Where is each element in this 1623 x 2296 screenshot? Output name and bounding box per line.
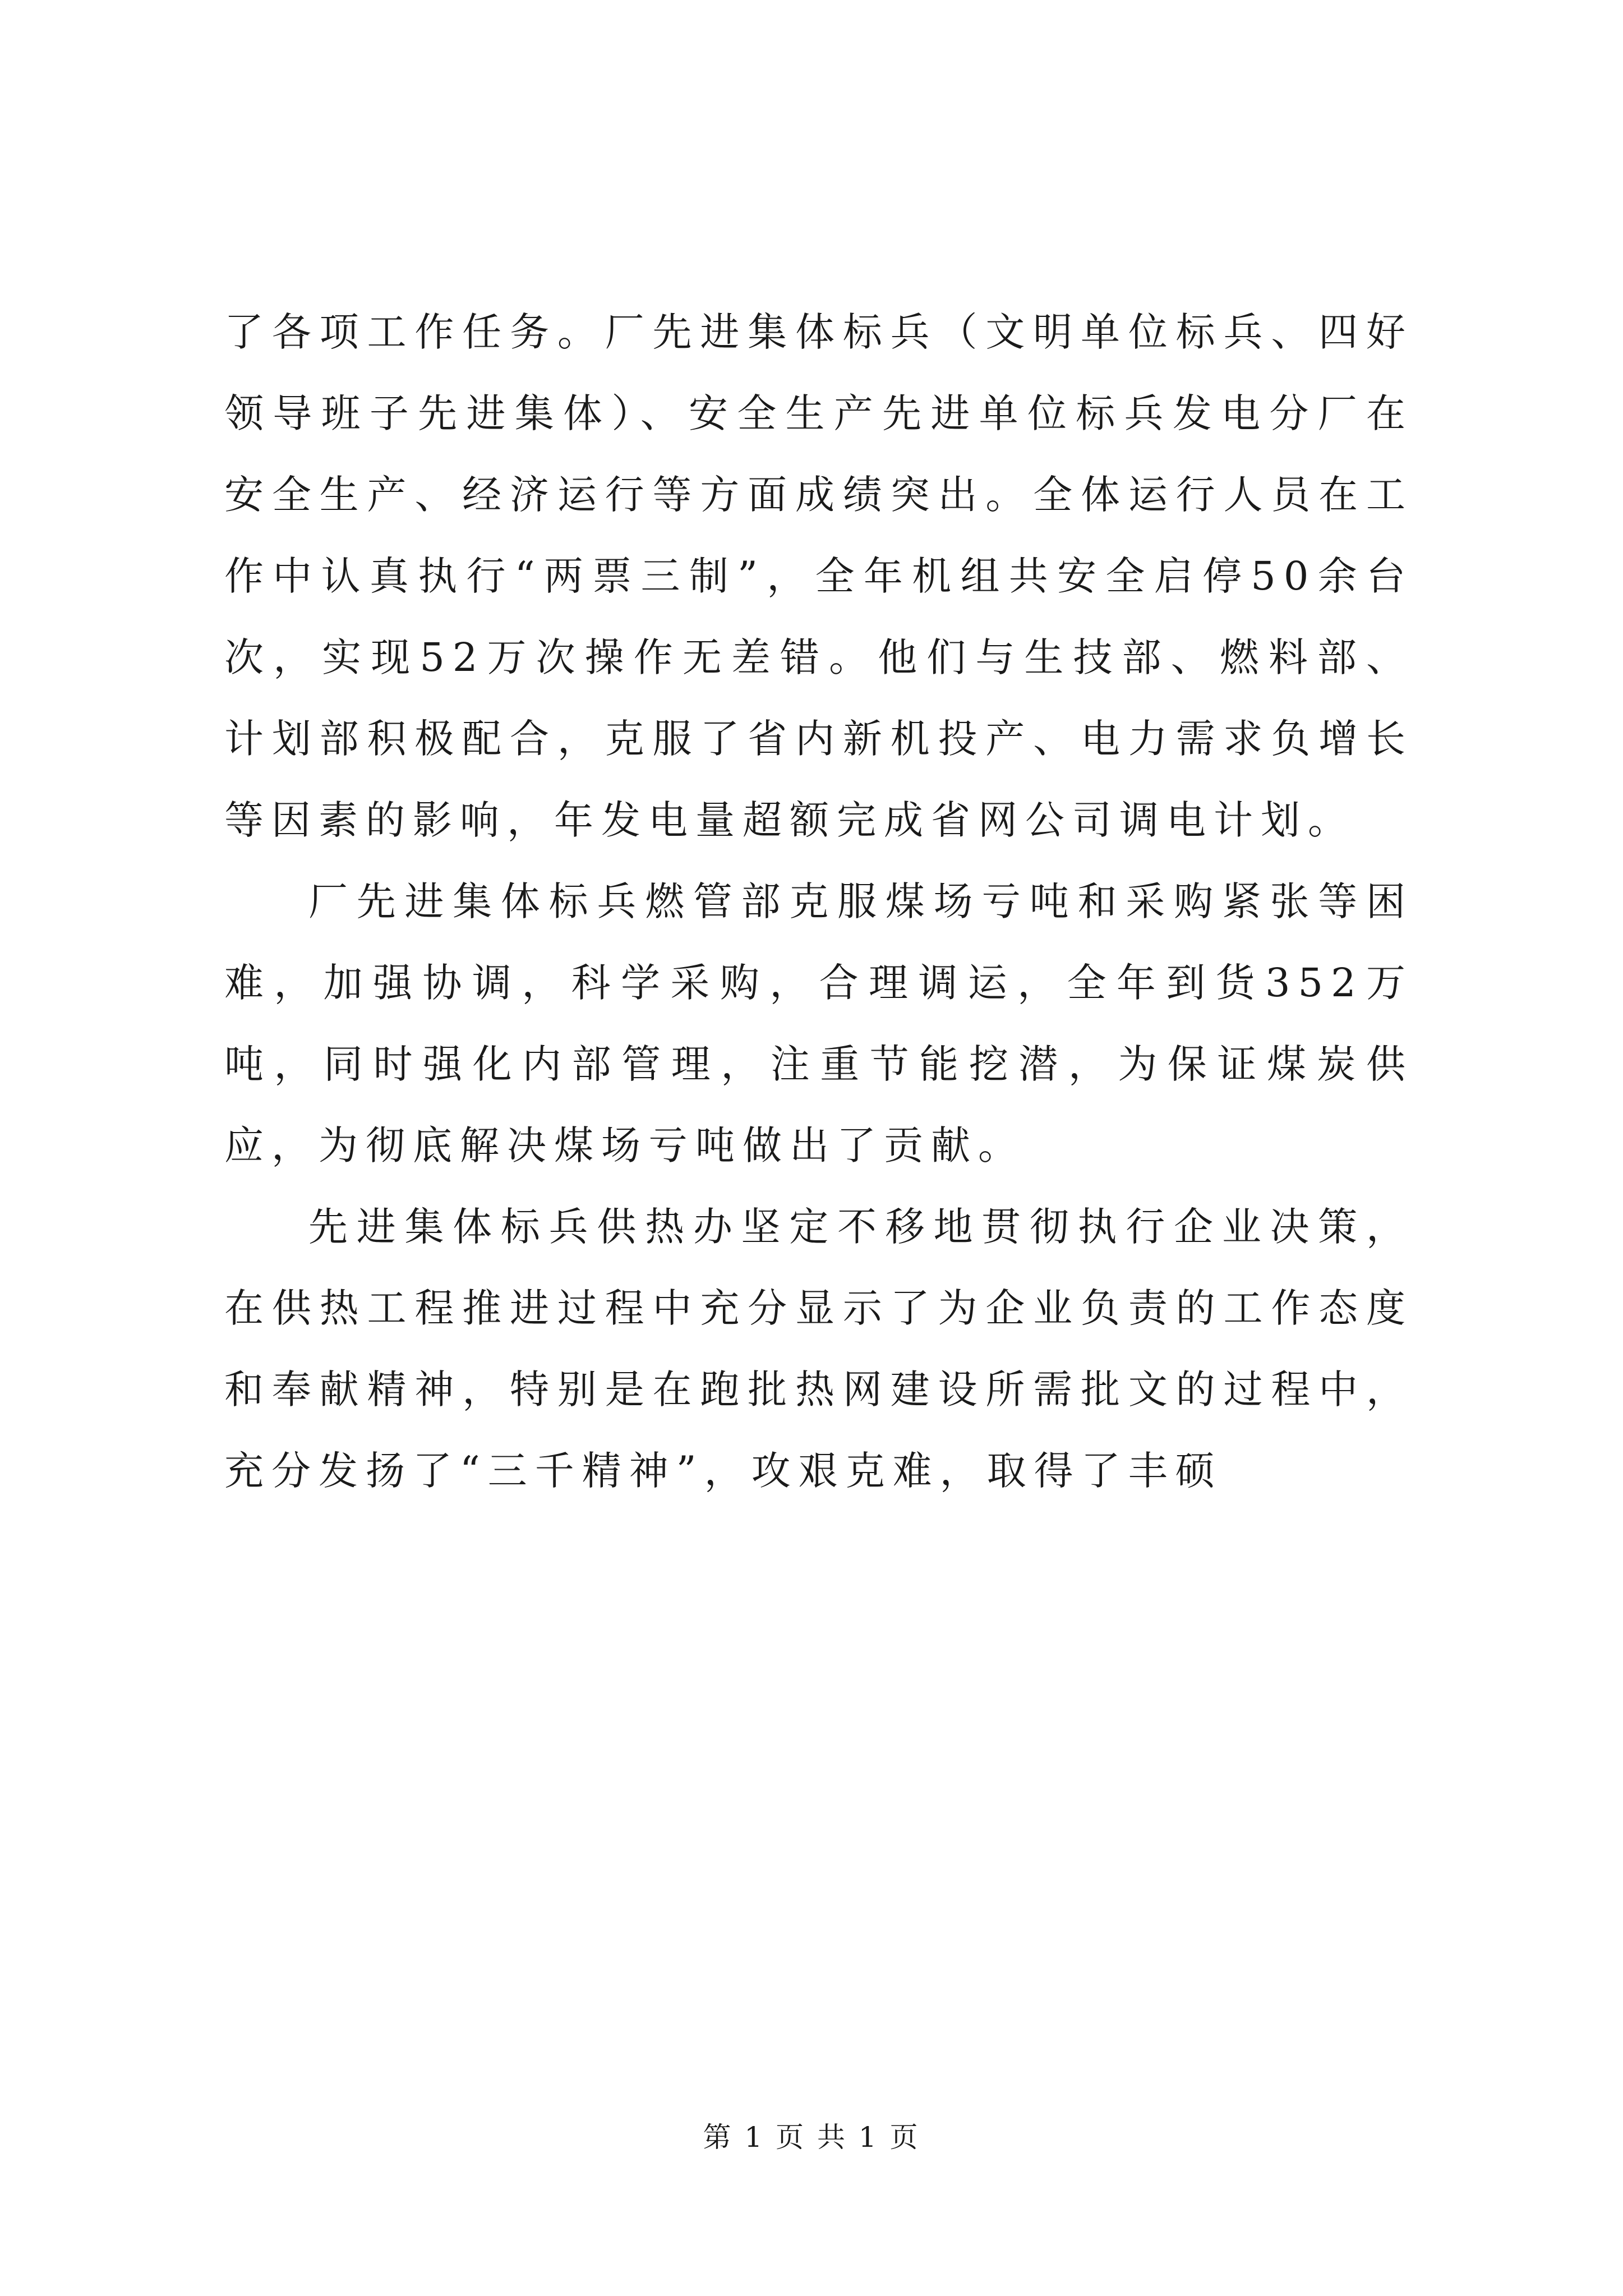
paragraph-2: 厂先进集体标兵燃管部克服煤场亏吨和采购紧张等困难，加强协调，科学采购，合理调运，全年到货352万吨，同时强化内部管理，注重节能挖潜，为保证煤炭供应，为彻底解决煤场亏吨做出了贡献。 [224,878,1413,1168]
paragraph-3: 先进集体标兵供热办坚定不移地贯彻执行企业决策，在供热工程推进过程中充分显示了为企业负责的工作态度和奉献精神，特别是在跑批热网建设所需批文的过程中，充分发扬了“三千精神”，攻艰克难，取得了丰硕 [224,1204,1413,1494]
paragraph-1: 了各项工作任务。厂先进集体标兵（文明单位标兵、四好领导班子先进集体）、安全生产先进单位标兵发电分厂在安全生产、经济运行等方面成绩突出。全体运行人员在工作中认真执行“两票三制”，全年机组共安全启停50余台次，实现52万次操作无差错。他们与生技部、燃料部、计划部积极配合，克服了省内新机投产、电力需求负增长等因素的影响，年发电量超额完成省网公司调电计划。 [224,309,1413,843]
page-footer: 第 1 页 共 1 页 [703,2121,920,2154]
document-body [224,292,1413,1512]
